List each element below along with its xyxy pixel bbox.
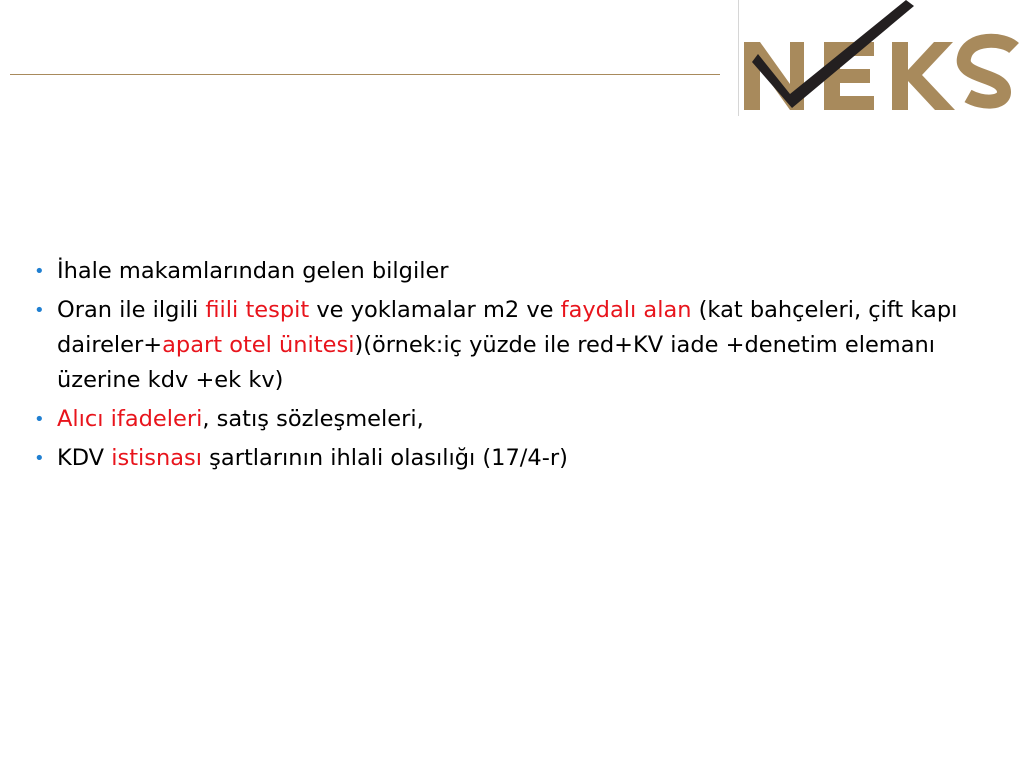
highlighted-term: apart otel ünitesi bbox=[162, 332, 355, 358]
bullet-item bbox=[34, 254, 969, 289]
bullet-text: (kat bahçeleri, çift kapı daireler+ bbox=[57, 297, 958, 358]
bullet-text: şartlarının ihlali olasılığı (17/4-r) bbox=[202, 445, 568, 471]
highlighted-term: fiili tespit bbox=[205, 297, 310, 323]
bullet-list bbox=[34, 254, 969, 480]
bullet-text: KDV bbox=[57, 445, 112, 471]
bullet-item bbox=[34, 441, 969, 476]
neks-logo-graphic bbox=[738, 0, 1024, 120]
bullet-text: )(örnek:iç yüzde ile red+KV iade +denetim elemanı üzerine kdv +ek kv) bbox=[57, 332, 936, 393]
logo-letter-k bbox=[892, 42, 955, 110]
bullet-marker: • bbox=[34, 448, 45, 469]
logo-letter-s bbox=[964, 41, 1014, 102]
header-divider-line bbox=[10, 74, 720, 75]
highlighted-term: istisnası bbox=[111, 445, 203, 471]
highlighted-term: faydalı alan bbox=[560, 297, 692, 323]
bullet-item bbox=[34, 293, 969, 398]
bullet-item bbox=[34, 402, 969, 437]
bullet-marker: • bbox=[34, 261, 45, 282]
neks-logo bbox=[738, 0, 1024, 120]
bullet-marker: • bbox=[34, 409, 45, 430]
bullet-text: ve yoklamalar m2 ve bbox=[309, 297, 561, 323]
bullet-text: Oran ile ilgili bbox=[57, 297, 206, 323]
highlighted-term: Alıcı ifadeleri bbox=[57, 406, 203, 432]
bullet-text: , satış sözleşmeleri, bbox=[202, 406, 424, 432]
bullet-text: İhale makamlarından gelen bilgiler bbox=[57, 258, 449, 284]
bullet-marker: • bbox=[34, 300, 45, 321]
